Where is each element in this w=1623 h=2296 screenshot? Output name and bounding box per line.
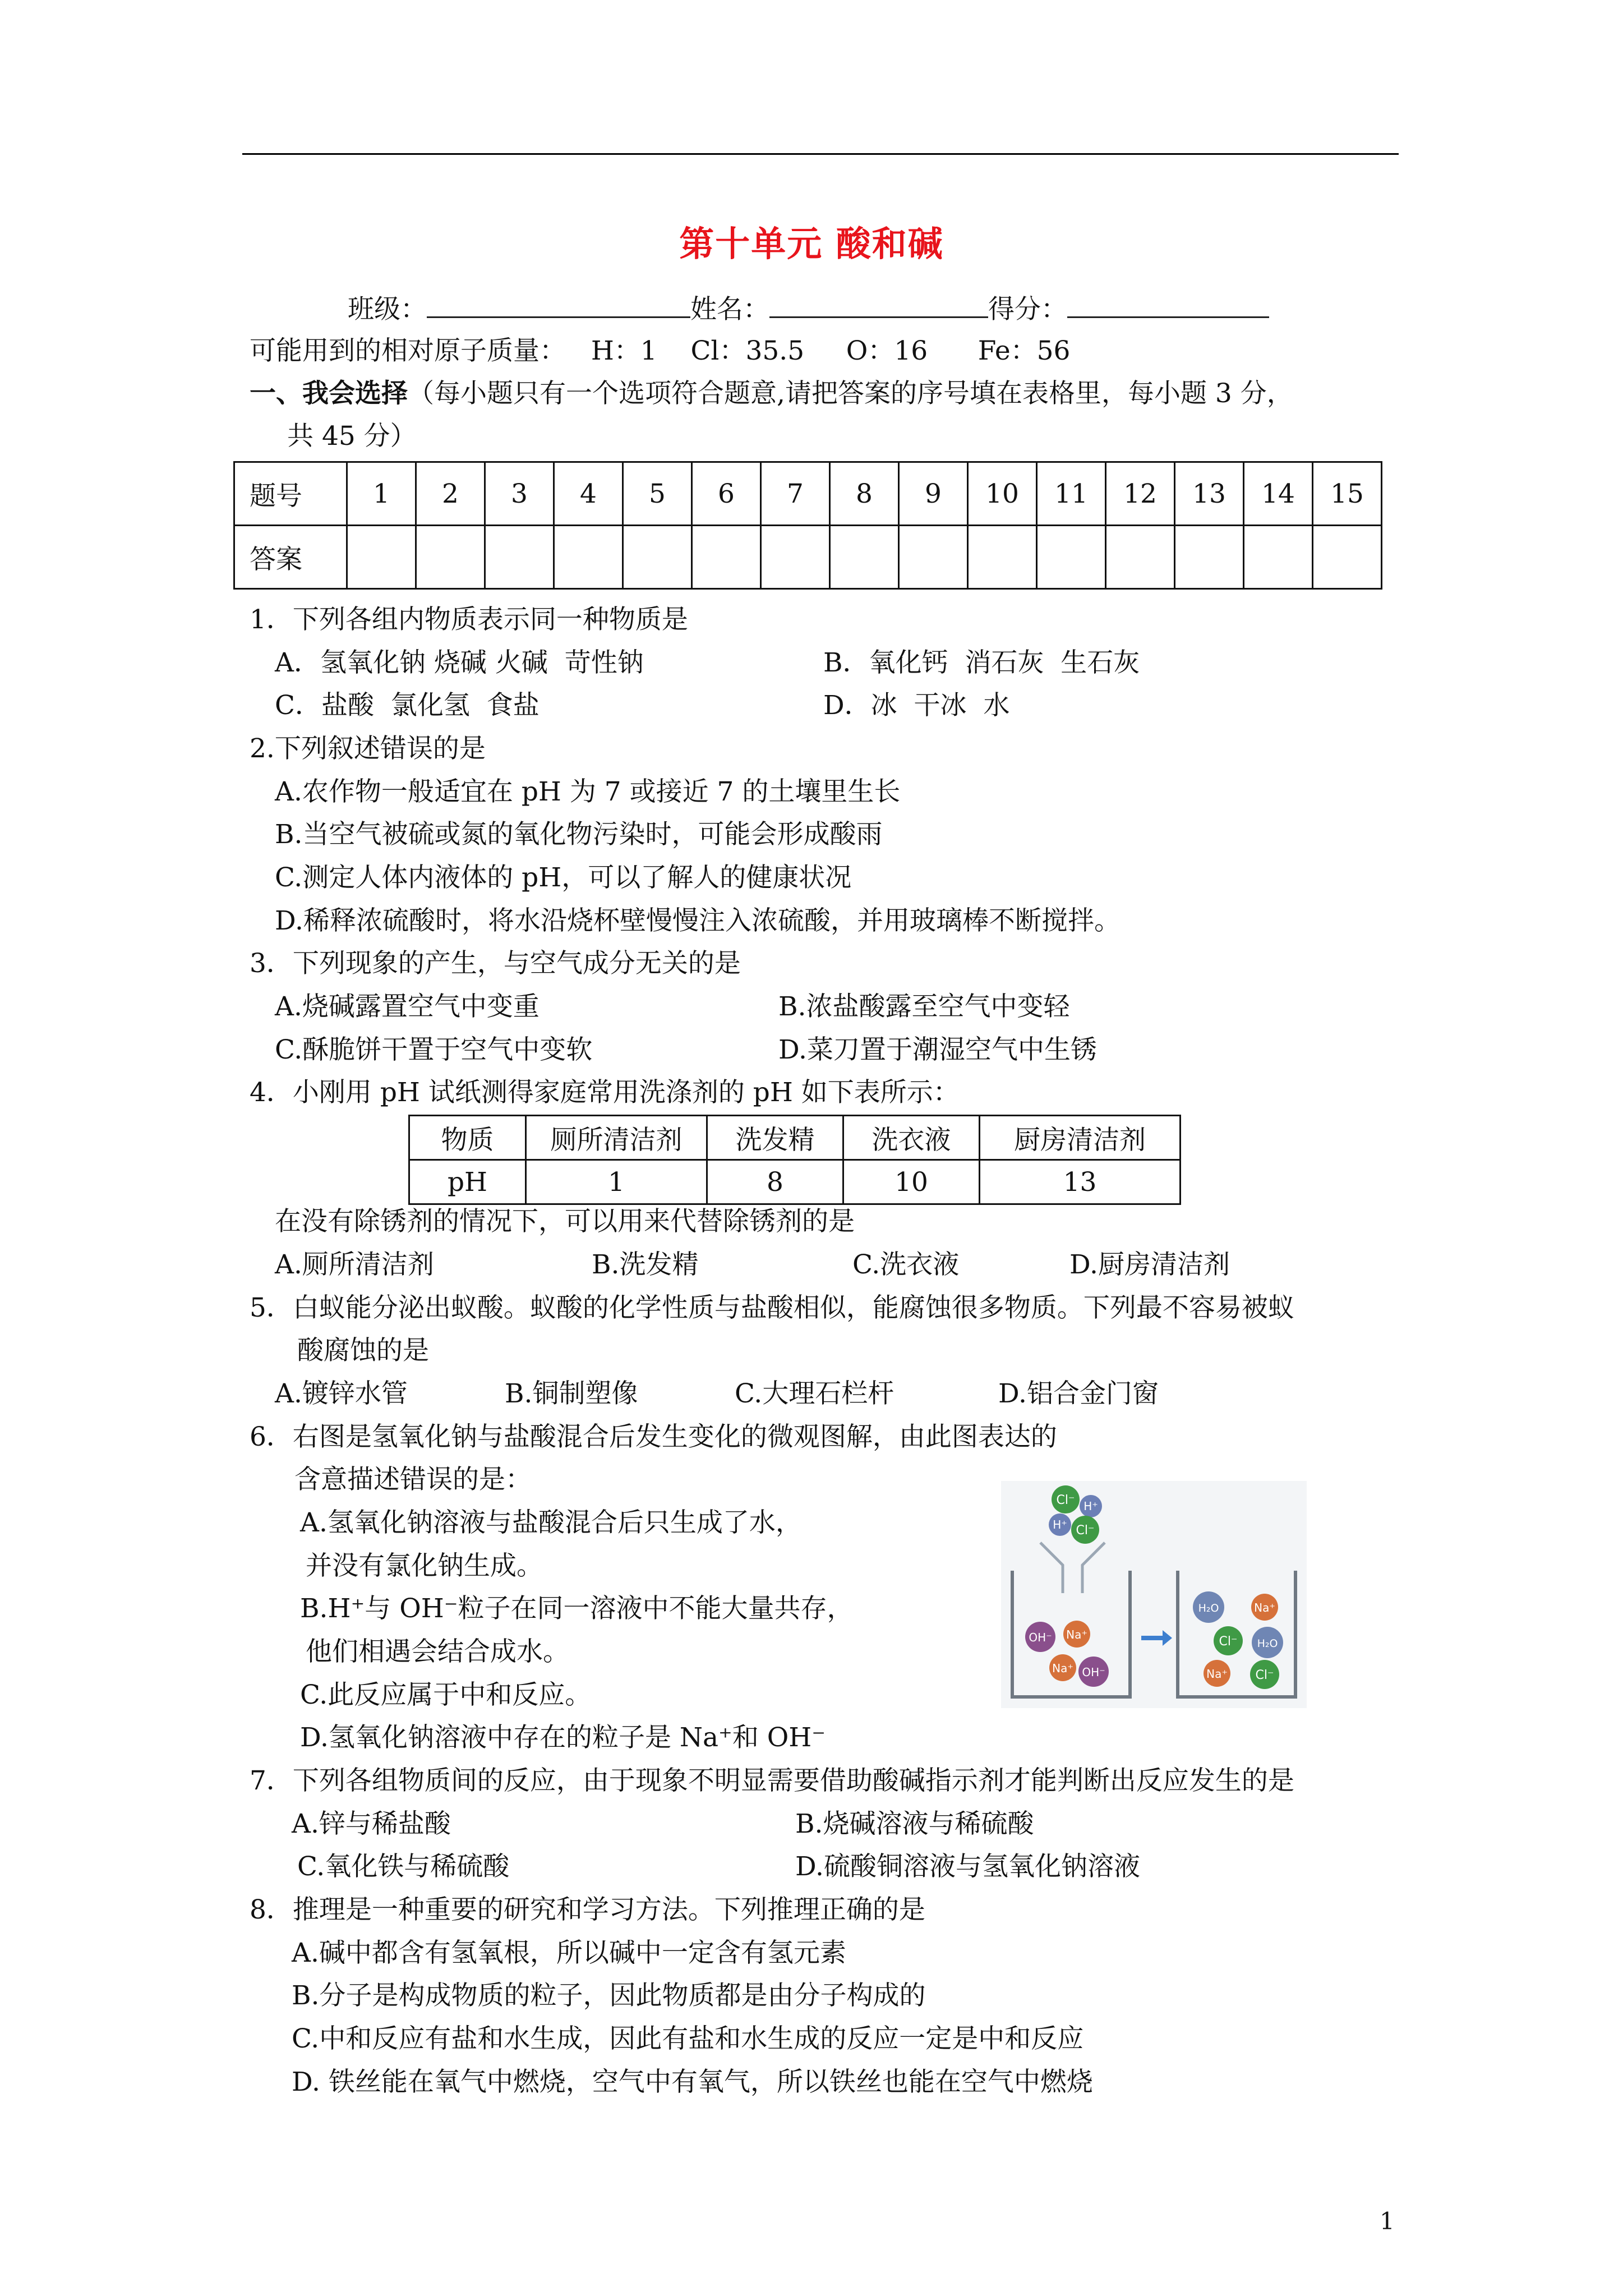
q7-option-d: D.硫酸铜溶液与氢氧化钠溶液 [795,1851,1140,1882]
answer-row-label: 答案 [234,526,347,589]
q4-option-c: C.洗衣液 [852,1249,960,1280]
question-number: 12 [1106,462,1175,526]
svg-text:Cl⁻: Cl⁻ [1219,1635,1238,1649]
q6-stem: 6．右图是氢氧化钠与盐酸混合后发生变化的微观图解，由此图表达的 [250,1421,1057,1452]
na-ion-icon [1204,1660,1230,1687]
svg-text:H⁺: H⁺ [1083,1499,1098,1513]
ph-table-header: 洗衣液 [843,1116,980,1160]
class-field[interactable] [427,292,690,318]
answer-cell[interactable] [1244,526,1313,589]
answer-cell[interactable] [554,526,623,589]
water-molecule-icon [1252,1627,1283,1658]
answer-cell[interactable] [692,526,761,589]
question-number: 1 [347,462,416,526]
svg-text:Na⁺: Na⁺ [1206,1667,1228,1681]
score-field[interactable] [1067,292,1269,318]
answer-table-answer-row [234,526,1382,589]
svg-text:Na⁺: Na⁺ [1066,1628,1087,1641]
answer-cell[interactable] [761,526,830,589]
q2-option-c: C.测定人体内液体的 pH，可以了解人的健康状况 [275,862,852,893]
cl-ion-icon [1071,1516,1099,1544]
question-number: 5 [623,462,692,526]
q7-option-b: B.烧碱溶液与稀硫酸 [795,1809,1034,1839]
q8-option-d: D. 铁丝能在氧气中燃烧，空气中有氧气，所以铁丝也能在空气中燃烧 [292,2067,1093,2097]
ph-table-header: 洗发精 [707,1116,843,1160]
q1-stem: 1．下列各组内物质表示同一种物质是 [250,604,688,635]
q1-option-b: B．氧化钙 消石灰 生石灰 [823,647,1140,678]
ph-table-cell: pH [409,1160,526,1204]
q4-option-a: A.厕所清洁剂 [275,1249,434,1280]
name-label: 姓名： [690,294,769,325]
question-number: 13 [1175,462,1244,526]
score-label: 得分： [988,294,1067,325]
answer-cell[interactable] [416,526,485,589]
oh-ion-icon [1078,1657,1109,1687]
question-number: 7 [761,462,830,526]
q3-option-c: C.酥脆饼干置于空气中变软 [275,1034,593,1065]
ph-table-cell: 1 [526,1160,707,1204]
svg-text:H₂O: H₂O [1257,1637,1278,1650]
question-number: 9 [899,462,968,526]
svg-text:H₂O: H₂O [1198,1602,1219,1614]
question-number: 11 [1037,462,1106,526]
q6-option-a-line1: A.氢氧化钠溶液与盐酸混合后只生成了水， [300,1507,802,1538]
ph-table-cell: 13 [980,1160,1181,1204]
q6-option-b-line2: 他们相遇会结合成水。 [306,1636,569,1667]
q4-stem: 4．小刚用 pH 试纸测得家庭常用洗涤剂的 pH 如下表所示： [250,1077,960,1108]
q2-stem: 2.下列叙述错误的是 [250,733,486,764]
na-ion-icon [1251,1594,1278,1621]
q1-option-c: C．盐酸 氯化氢 食盐 [275,690,540,721]
ph-table-header: 厕所清洁剂 [526,1116,707,1160]
cl-ion-icon [1250,1660,1279,1689]
q4-option-d: D.厨房清洁剂 [1069,1249,1230,1280]
oh-ion-icon [1025,1622,1055,1652]
ph-table-cell: 10 [843,1160,980,1204]
section-heading-rest: （每小题只有一个选项符合题意,请把答案的序号填在表格里，每小题 3 分， [408,378,1293,409]
question-number: 10 [968,462,1037,526]
q7-option-a: A.锌与稀盐酸 [292,1809,451,1839]
q1-option-a: A．氢氧化钠 烧碱 火碱 苛性钠 [275,647,644,678]
answer-cell[interactable] [1106,526,1175,589]
question-number: 6 [692,462,761,526]
q3-option-a: A.烧碱露置空气中变重 [275,991,540,1022]
question-number: 4 [554,462,623,526]
q3-option-b: B.浓盐酸露至空气中变轻 [778,991,1070,1022]
question-number: 15 [1313,462,1382,526]
answer-cell[interactable] [968,526,1037,589]
section-heading [250,377,1293,411]
section-heading-bold: 一、我会选择 [250,378,408,409]
ph-table [408,1115,1181,1205]
q3-option-d: D.菜刀置于潮湿空气中生锈 [778,1034,1097,1065]
answer-table-number-row [234,462,1382,526]
answer-cell[interactable] [485,526,554,589]
q2-option-d: D.稀释浓硫酸时，将水沿烧杯壁慢慢注入浓硫酸，并用玻璃棒不断搅拌。 [275,905,1121,936]
q5-option-d: D.铝合金门窗 [998,1378,1159,1409]
cl-ion-icon [1214,1626,1243,1655]
answer-cell[interactable] [830,526,899,589]
q5-stem: 5．白蚁能分泌出蚁酸。蚁酸的化学性质与盐酸相似，能腐蚀很多物质。下列最不容易被蚁 [250,1292,1294,1323]
student-info-row [348,292,1269,326]
h-ion-icon [1049,1513,1071,1536]
answer-cell[interactable] [623,526,692,589]
q8-option-c: C.中和反应有盐和水生成，因此有盐和水生成的反应一定是中和反应 [292,2023,1084,2054]
water-molecule-icon [1193,1591,1224,1623]
number-row-label: 题号 [234,462,347,526]
answer-cell[interactable] [1175,526,1244,589]
question-number: 3 [485,462,554,526]
svg-text:Cl⁻: Cl⁻ [1255,1668,1274,1682]
q7-option-c: C.氧化铁与稀硫酸 [297,1851,510,1882]
ph-table-cell: 8 [707,1160,843,1204]
q4-option-b: B.洗发精 [592,1249,699,1280]
q7-stem: 7．下列各组物质间的反应，由于现象不明显需要借助酸碱指示剂才能判断出反应发生的是 [250,1765,1294,1796]
question-number: 2 [416,462,485,526]
header-rule [242,153,1399,155]
answer-table [233,461,1382,590]
name-field[interactable] [769,292,988,318]
neutralization-diagram [1001,1481,1307,1708]
cl-ion-icon [1052,1485,1080,1513]
q1-option-d: D．冰 干冰 水 [823,690,1010,721]
section-heading-cont: 共 45 分） [287,421,417,452]
answer-cell[interactable] [1037,526,1106,589]
q4-followup: 在没有除锈剂的情况下，可以用来代替除锈剂的是 [275,1206,855,1237]
class-label: 班级： [348,294,427,325]
q5-stem-cont: 酸腐蚀的是 [297,1335,429,1366]
question-number: 14 [1244,462,1313,526]
svg-text:OH⁻: OH⁻ [1029,1631,1052,1644]
answer-cell[interactable] [347,526,416,589]
page-number: 1 [1380,2207,1395,2235]
ph-table-header: 物质 [409,1116,526,1160]
question-number: 8 [830,462,899,526]
q6-option-d: D.氢氧化钠溶液中存在的粒子是 Na⁺和 OH⁻ [300,1722,826,1753]
q5-option-b: B.铜制塑像 [505,1378,638,1409]
q5-option-c: C.大理石栏杆 [735,1378,895,1409]
ph-table-header: 厨房清洁剂 [980,1116,1181,1160]
ph-table-value-row [409,1160,1181,1204]
ph-table-header-row [409,1116,1181,1160]
svg-text:Cl⁻: Cl⁻ [1056,1493,1075,1507]
answer-cell[interactable] [1313,526,1382,589]
q8-option-b: B.分子是构成物质的粒子，因此物质都是由分子构成的 [292,1980,926,2011]
h-ion-icon [1080,1495,1102,1517]
atomic-mass-line: 可能用到的相对原子质量： H：1 Cl：35.5 O：16 Fe：56 [250,335,1071,366]
svg-text:H⁺: H⁺ [1053,1518,1067,1531]
na-ion-icon [1063,1621,1090,1648]
q2-option-b: B.当空气被硫或氮的氧化物污染时，可能会形成酸雨 [275,819,883,850]
svg-text:Na⁺: Na⁺ [1254,1601,1275,1614]
q8-option-a: A.碱中都含有氢氧根，所以碱中一定含有氢元素 [292,1938,846,1968]
svg-text:OH⁻: OH⁻ [1082,1665,1105,1679]
q6-option-c: C.此反应属于中和反应。 [300,1680,592,1710]
q3-stem: 3．下列现象的产生，与空气成分无关的是 [250,948,741,979]
svg-text:Cl⁻: Cl⁻ [1076,1524,1095,1538]
q8-stem: 8．推理是一种重要的研究和学习方法。下列推理正确的是 [250,1894,925,1925]
answer-cell[interactable] [899,526,968,589]
q5-option-a: A.镀锌水管 [275,1378,408,1409]
q2-option-a: A.农作物一般适宜在 pH 为 7 或接近 7 的土壤里生长 [275,776,901,807]
svg-text:Na⁺: Na⁺ [1052,1662,1073,1675]
q6-option-a-line2: 并没有氯化钠生成。 [306,1550,543,1581]
q6-stem-cont: 含意描述错误的是： [294,1464,532,1495]
page-title: 第十单元 酸和碱 [679,223,944,264]
q6-option-b-line1: B.H⁺与 OH⁻粒子在同一溶液中不能大量共存， [300,1593,854,1624]
na-ion-icon [1049,1654,1076,1681]
